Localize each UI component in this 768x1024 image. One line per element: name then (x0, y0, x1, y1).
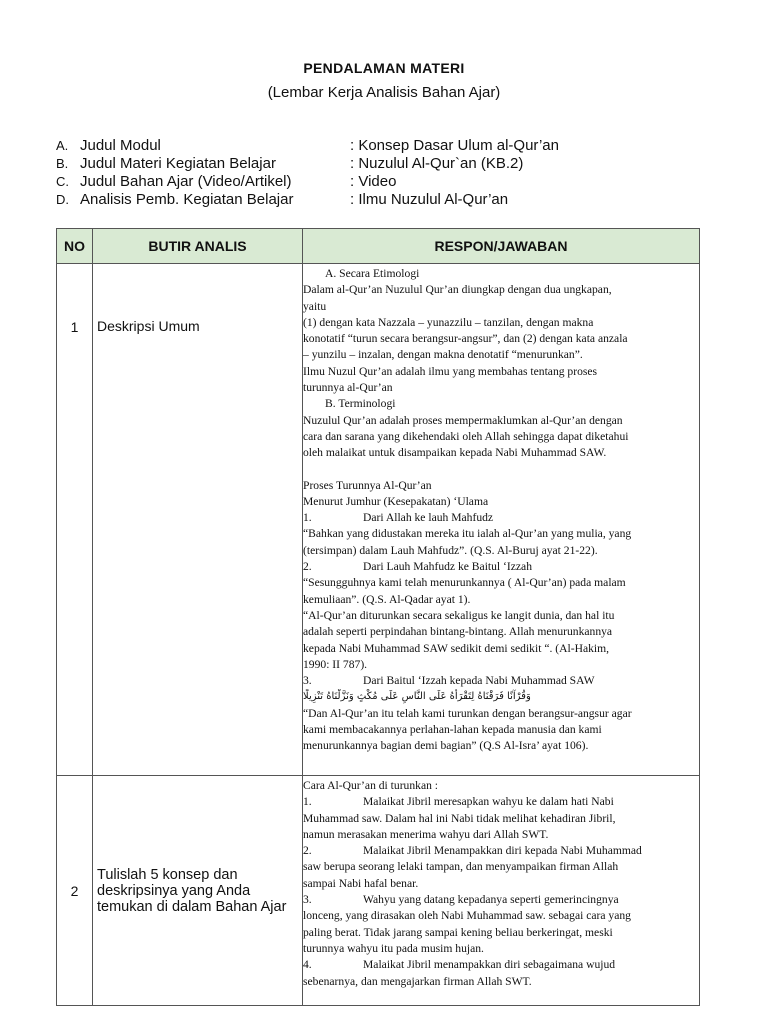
row-item: Tulislah 5 konsep dan deskripsinya yang Anda temukan di dalam Bahan Ajar (93, 776, 303, 1006)
list-number: 3. (303, 674, 312, 688)
response-line (303, 957, 699, 973)
header-butir: BUTIR ANALIS (93, 229, 303, 264)
response-line: 1990: II 787). (303, 657, 368, 671)
header-no: NO (57, 229, 93, 264)
response-line: menurunkannya bagian demi bagian” (Q.S Al-Isra’ ayat 106). (303, 739, 589, 753)
table-row (57, 264, 700, 776)
response-line: “Bahkan yang didustakan mereka itu ialah al-Qur’an yang mulia, yang (303, 527, 632, 541)
response-line: Ilmu Nuzul Qur’an adalah ilmu yang membahas tentang proses (303, 364, 598, 378)
info-label: Judul Modul (80, 137, 161, 154)
response-line: – yunzilu – inzalan, dengan makna denotatif “menurunkan”. (303, 348, 583, 362)
response-line: “Al-Qur’an diturunkan secara sekaligus ke langit dunia, dan hal itu (303, 608, 615, 622)
response-line: kemuliaan”. (Q.S. Al-Qadar ayat 1). (303, 592, 471, 606)
response-line: oleh malaikat untuk disampaikan kepada Nabi Muhammad SAW. (303, 446, 607, 460)
response-line: Dalam al-Qur’an Nuzulul Qur’an diungkap dengan dua ungkapan, (303, 283, 612, 297)
response-spacer (303, 462, 699, 478)
info-label: Judul Materi Kegiatan Belajar (80, 155, 276, 172)
response-line: Cara Al-Qur’an di turunkan : (303, 779, 439, 792)
list-number: 2. (303, 560, 312, 574)
info-letter: D. (56, 192, 69, 207)
response-line: saw berupa seorang lelaki tampan, dan menyampaikan firman Allah (303, 860, 619, 874)
response-line: sebenarnya, dan mengajarkan firman Allah SWT. (303, 974, 532, 988)
response-line (303, 892, 699, 908)
response-line: “Dan Al-Qur’an itu telah kami turunkan dengan berangsur-angsur agar (303, 706, 632, 720)
response-line (303, 510, 699, 526)
response-line (303, 794, 699, 810)
list-text: Malaikat Jibril Menampakkan diri kepada Nabi Muhammad (363, 844, 642, 858)
response-line (303, 843, 699, 859)
row-response (303, 776, 700, 1006)
response-line (303, 559, 699, 575)
list-number: 4. (303, 958, 312, 972)
response-line: A. Secara Etimologi (325, 267, 420, 280)
analysis-table (56, 228, 700, 1006)
response-line (303, 673, 699, 689)
module-info-row-c (56, 173, 736, 191)
info-letter: C. (56, 174, 69, 189)
module-info-row-b (56, 155, 736, 173)
page-subtitle: (Lembar Kerja Analisis Bahan Ajar) (267, 84, 501, 101)
list-text: Dari Lauh Mahfudz ke Baitul ‘Izzah (363, 560, 533, 574)
list-number: 1. (303, 795, 312, 809)
response-line: Menurut Jumhur (Kesepakatan) ‘Ulama (303, 494, 489, 508)
row-response (303, 264, 700, 776)
module-info (56, 137, 736, 209)
arabic-verse: وَقُرْآنًا فَرَقْنَاهُ لِتَقْرَأَهُ عَلَى النَّاسِ عَلَى مُكْثٍ وَنَزَّلْنَاهُ تَنْزِيلًا (303, 691, 531, 703)
info-label: Judul Bahan Ajar (Video/Artikel) (80, 173, 292, 190)
list-number: 2. (303, 844, 312, 858)
response-line: turunnya al-Qur’an (303, 381, 393, 395)
response-line: kepada Nabi Muhammad SAW sedikit demi sedikit “. (Al-Hakim, (303, 641, 610, 655)
list-text: Dari Baitul ‘Izzah kepada Nabi Muhammad SAW (363, 674, 595, 688)
module-info-row-d (56, 191, 736, 209)
response-line: namun merasakan menerima wahyu dari Allah SWT. (303, 827, 549, 841)
response-line: konotatif “turun secara berangsur-angsur”, dan (2) dengan kata anzala (303, 332, 628, 346)
list-text: Dari Allah ke lauh Mahfudz (363, 511, 494, 525)
response-line: lonceng, yang dirasakan oleh Nabi Muhammad saw. sebagai cara yang (303, 909, 631, 923)
row-number: 2 (57, 776, 93, 1006)
list-text: Wahyu yang datang kepadanya seperti gemerincingnya (363, 893, 619, 907)
response-line: turunnya wahyu itu pada musim hujan. (303, 941, 484, 955)
response-line: paling berat. Tidak jarang sampai kening beliau berkeringat, meski (303, 925, 613, 939)
response-line: “Sesungguhnya kami telah menurunkannya ( Al-Qur’an) pada malam (303, 576, 626, 590)
page-title: PENDALAMAN MATERI (303, 60, 465, 76)
table-header-row (57, 229, 700, 264)
header-respon: RESPON/JAWABAN (303, 229, 700, 264)
response-line: adalah seperti perpindahan bintang-bintang. Allah menurunkannya (303, 625, 613, 639)
response-line: B. Terminologi (325, 397, 396, 411)
response-line: cara dan sarana yang dikehendaki oleh Allah sehingga dapat diketahui (303, 429, 629, 443)
info-letter: B. (56, 156, 69, 171)
response-line: kami membacakannya perlahan-lahan kepada manusia dan kami (303, 723, 602, 737)
response-line: Proses Turunnya Al-Qur’an (303, 478, 432, 492)
row-item: Deskripsi Umum (93, 264, 303, 776)
info-label: Analisis Pemb. Kegiatan Belajar (80, 191, 294, 208)
info-letter: A. (56, 138, 69, 153)
info-value: : Nuzulul Al-Qur`an (KB.2) (350, 155, 524, 172)
info-value: : Video (350, 173, 397, 190)
response-line: Muhammad saw. Dalam hal ini Nabi tidak melihat kehadiran Jibril, (303, 811, 616, 825)
response-line: sampai Nabi hafal benar. (303, 876, 419, 890)
info-value: : Konsep Dasar Ulum al-Qur’an (350, 137, 559, 154)
list-number: 3. (303, 893, 312, 907)
response-line: yaitu (303, 299, 327, 313)
list-text: Malaikat Jibril meresapkan wahyu ke dalam hati Nabi (363, 795, 614, 809)
table-row (57, 776, 700, 1006)
response-line: (1) dengan kata Nazzala – yunazzilu – tanzilan, dengan makna (303, 315, 594, 329)
module-info-row-a (56, 137, 736, 155)
response-line: Nuzulul Qur’an adalah proses mempermaklumkan al-Qur’an dengan (303, 413, 623, 427)
response-line: (tersimpan) dalam Lauh Mahfudz”. (Q.S. Al-Buruj ayat 21-22). (303, 543, 598, 557)
row-number: 1 (57, 264, 93, 776)
list-text: Malaikat Jibril menampakkan diri sebagaimana wujud (363, 958, 616, 972)
info-value: : Ilmu Nuzulul Al-Qur’an (350, 191, 509, 208)
list-number: 1. (303, 511, 312, 525)
